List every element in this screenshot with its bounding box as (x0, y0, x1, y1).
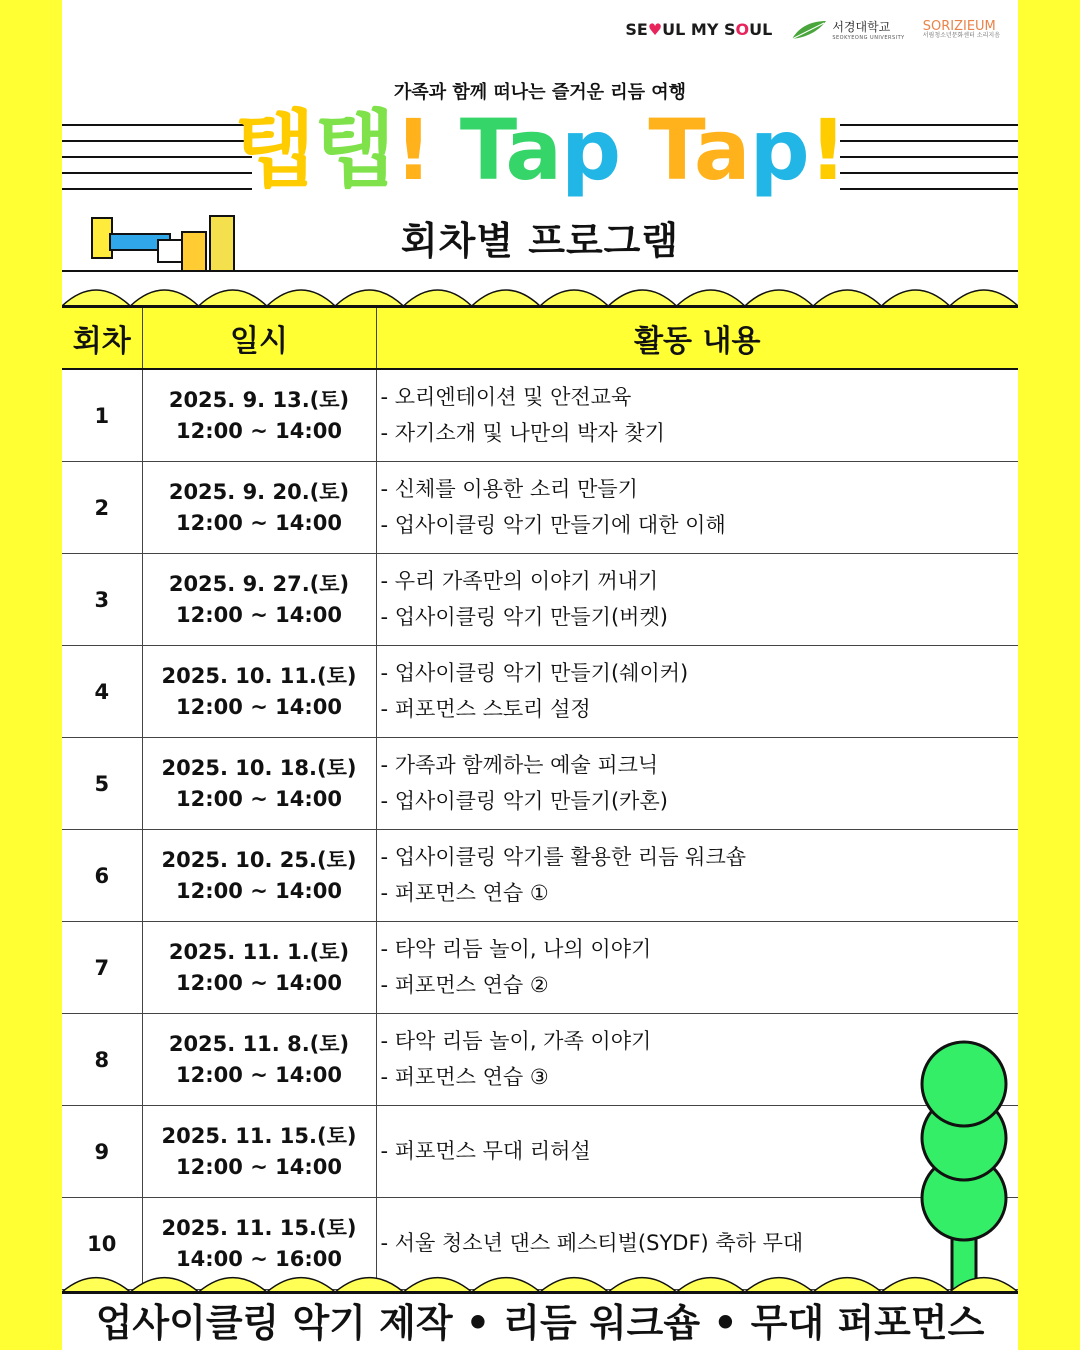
session-date: 2025. 10. 11.(토) (161, 664, 357, 689)
seoul-logo-heart-o: O (735, 20, 750, 39)
scallop-arch (62, 1278, 130, 1292)
activity-item: - 신체를 이용한 소리 만들기 (380, 476, 638, 501)
session-datetime (142, 1014, 376, 1106)
scallop-arch (950, 1278, 1018, 1292)
scallop-arch (540, 1278, 608, 1292)
session-date: 2025. 9. 20.(토) (168, 480, 350, 505)
scallop-arch (335, 1278, 403, 1292)
session-number: 3 (62, 554, 142, 646)
session-datetime (142, 462, 376, 554)
title-part-3: ! (394, 101, 432, 199)
session-activities (376, 554, 1018, 646)
title-part-4: Ta (431, 101, 562, 199)
seokyeong-logo-text: 서경대학교 (832, 20, 891, 34)
activity-item: - 자기소개 및 나만의 박자 찾기 (380, 420, 665, 445)
session-date: 2025. 11. 15.(토) (161, 1124, 357, 1149)
left-yellow-border (0, 0, 62, 1350)
seoul-logo-text-1: SE (625, 20, 648, 39)
activity-item: - 타악 리듬 놀이, 나의 이야기 (380, 936, 652, 961)
program-heading: 회차별 프로그램 (400, 219, 680, 263)
title-part-7: p (749, 101, 809, 199)
seoul-my-soul-logo (625, 20, 772, 39)
event-title (0, 101, 1080, 199)
table-row (62, 922, 1018, 1014)
activity-item: - 타악 리듬 놀이, 가족 이야기 (380, 1028, 652, 1053)
session-time: 12:00 ~ 14:00 (176, 970, 342, 995)
session-time: 12:00 ~ 14:00 (176, 694, 342, 719)
activity-item: - 퍼포먼스 연습 ③ (380, 1064, 549, 1089)
activity-item: - 우리 가족만의 이야기 꺼내기 (380, 568, 659, 593)
activity-item: - 퍼포먼스 스토리 설정 (380, 696, 591, 721)
top-scallop-border (62, 270, 1018, 306)
session-time: 12:00 ~ 14:00 (176, 418, 342, 443)
scallop-arch (267, 1278, 335, 1292)
session-number: 10 (62, 1198, 142, 1290)
session-number: 4 (62, 646, 142, 738)
activity-item: - 업사이클링 악기를 활용한 리듬 워크숍 (380, 844, 747, 869)
activity-item: - 업사이클링 악기 만들기(쉐이커) (380, 660, 689, 685)
session-number: 8 (62, 1014, 142, 1106)
session-datetime (142, 1106, 376, 1198)
event-subtitle: 가족과 함께 떠나는 즐거운 리듬 여행 (393, 82, 687, 103)
session-time: 12:00 ~ 14:00 (176, 1154, 342, 1179)
session-date: 2025. 11. 8.(토) (168, 1032, 350, 1057)
program-highlights-footer: 업사이클링 악기 제작 • 리듬 워크숍 • 무대 퍼포먼스 (62, 1292, 1018, 1352)
table-row (62, 646, 1018, 738)
scallop-arch (745, 1278, 813, 1292)
title-part-8: ! (808, 101, 847, 199)
session-datetime (142, 830, 376, 922)
right-yellow-border (1018, 0, 1080, 1350)
table-row (62, 462, 1018, 554)
title-part-1: 탭 (233, 101, 315, 199)
seoul-logo-text-2: UL MY S (662, 20, 736, 39)
session-activities (376, 369, 1018, 462)
session-datetime (142, 738, 376, 830)
session-datetime (142, 554, 376, 646)
session-number: 2 (62, 462, 142, 554)
session-number: 5 (62, 738, 142, 830)
scallop-arch (813, 1278, 881, 1292)
session-activities (376, 646, 1018, 738)
program-table (62, 306, 1018, 1290)
session-activities (376, 830, 1018, 922)
tree-illustration (908, 1040, 1020, 1292)
session-date: 2025. 11. 15.(토) (161, 1216, 357, 1241)
seoul-logo-heart: ♥ (647, 20, 663, 39)
table-row (62, 554, 1018, 646)
activity-item: - 업사이클링 악기 만들기(카혼) (380, 788, 668, 813)
table-header-row (62, 307, 1018, 369)
seokyeong-university-logo (790, 18, 904, 41)
scallop-arch (677, 1278, 745, 1292)
scallop-arch (472, 1278, 540, 1292)
table-row (62, 738, 1018, 830)
title-part-2: 탭 (314, 101, 395, 199)
session-activities (376, 922, 1018, 1014)
session-time: 14:00 ~ 16:00 (176, 1246, 342, 1271)
activity-item: - 가족과 함께하는 예술 피크닉 (380, 752, 659, 777)
activity-item: - 퍼포먼스 연습 ① (380, 880, 549, 905)
session-datetime (142, 646, 376, 738)
sorizieum-logo-text: SORIZIEUM (922, 19, 996, 34)
session-time: 12:00 ~ 14:00 (176, 1062, 342, 1087)
session-time: 12:00 ~ 14:00 (176, 786, 342, 811)
activity-item: - 서울 청소년 댄스 페스티벌(SYDF) 축하 무대 (380, 1230, 804, 1255)
partner-logos (625, 18, 1000, 41)
column-header-activity: 활동 내용 (376, 307, 1018, 369)
session-number: 1 (62, 369, 142, 462)
session-datetime (142, 369, 376, 462)
activity-item: - 퍼포먼스 무대 리허설 (380, 1138, 591, 1163)
scallop-arch (199, 1278, 267, 1292)
seoul-logo-text-3: UL (749, 20, 773, 39)
sorizieum-logo (923, 20, 1000, 39)
session-date: 2025. 9. 13.(토) (168, 388, 350, 413)
table-row (62, 369, 1018, 462)
session-time: 12:00 ~ 14:00 (176, 510, 342, 535)
activity-item: - 퍼포먼스 연습 ② (380, 972, 549, 997)
session-date: 2025. 11. 1.(토) (168, 940, 350, 965)
session-date: 2025. 9. 27.(토) (168, 572, 350, 597)
session-date: 2025. 10. 18.(토) (161, 756, 357, 781)
column-header-date: 일시 (142, 307, 376, 369)
session-time: 12:00 ~ 14:00 (176, 878, 342, 903)
scallop-arch (881, 1278, 949, 1292)
table-row (62, 830, 1018, 922)
session-date: 2025. 10. 25.(토) (161, 848, 357, 873)
session-number: 7 (62, 922, 142, 1014)
leaf-icon (790, 19, 828, 41)
session-time: 12:00 ~ 14:00 (176, 602, 342, 627)
column-header-session: 회차 (62, 307, 142, 369)
scallop-arch (130, 1278, 198, 1292)
scallop-arch (403, 1278, 471, 1292)
activity-item: - 오리엔테이션 및 안전교육 (380, 384, 632, 409)
session-activities (376, 738, 1018, 830)
session-number: 9 (62, 1106, 142, 1198)
title-part-5: p (561, 101, 621, 199)
scallop-arch (608, 1278, 676, 1292)
seokyeong-logo-subtext: SEOKYEONG UNIVERSITY (832, 35, 905, 41)
session-activities (376, 462, 1018, 554)
session-number: 6 (62, 830, 142, 922)
bottom-scallop-border (62, 1262, 1018, 1292)
activity-item: - 업사이클링 악기 만들기에 대한 이해 (380, 512, 726, 537)
session-datetime (142, 922, 376, 1014)
table-row (62, 1106, 1018, 1198)
sorizieum-logo-subtext: 서림청소년문화센터 소리지음 (922, 32, 1000, 39)
activity-item: - 업사이클링 악기 만들기(버켓) (380, 604, 668, 629)
table-row (62, 1014, 1018, 1106)
title-part-6: Ta (620, 101, 750, 199)
